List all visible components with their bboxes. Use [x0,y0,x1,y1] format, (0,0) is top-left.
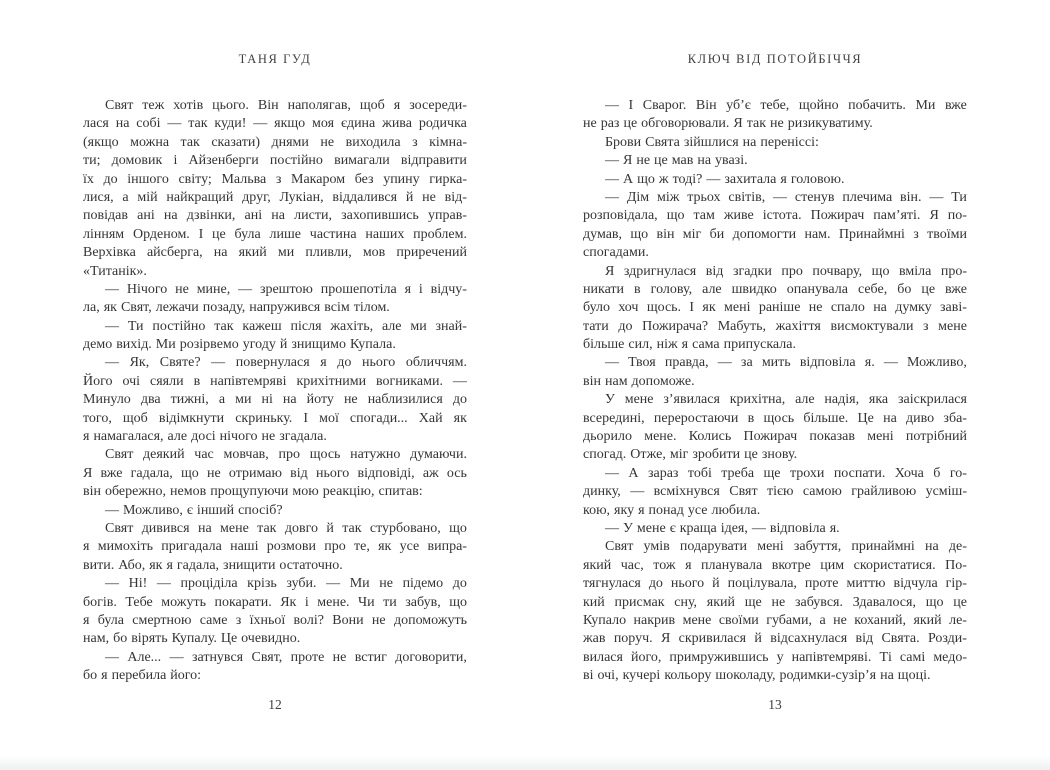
paragraph [583,134,967,152]
right-page-running-header: КЛЮЧ ВІД ПОТОЙБІЧЧЯ [687,52,863,66]
text-line: який час, тож я планувала вкотре цим скористатися. По- [583,557,967,573]
text-line: спогадами. [583,245,649,261]
text-line: — Дім між трьох світів, — стенув плечима він. — Ти [605,189,967,205]
text-line: кий присмак сну, який ще не забувся. Здавалося, що це [583,594,967,610]
text-line: У мене з’явилася крихітна, але надія, яка заіскрилася [605,392,967,408]
text-line: — Ти постійно так кажеш після жахіть, але ми знай- [105,318,467,334]
left-page-number: 12 [268,697,282,712]
text-line: Я здригнулася від згадки про почвару, що вміла про- [605,263,967,279]
text-line: Минуло два тижні, а ми ні на йоту не наблизилися до [83,392,467,408]
text-line: він обережно, немов прощупуючи мою реакцію, спитав: [83,484,423,500]
text-line: никати в голову, але швидко опанувала себе, бо це вже [583,281,967,297]
text-line: динку, — всміхнувся Свят тією самою грайливою усміш- [583,484,967,500]
paragraph [83,649,467,686]
right-page-body [583,97,967,686]
paragraph [583,391,967,465]
paragraph [83,575,467,649]
text-line: Я вже гадала, що не отримаю від нього відповіді, аж ось [83,465,467,481]
text-line: Свят дивився на мене так довго й так стурбовано, що [105,520,467,536]
paragraph [83,520,467,575]
text-line: богів. Тебе можуть покарати. Як і мене. Чи ти забув, що [83,594,467,610]
text-line: розповідала, що там живе істота. Пожирач пам’яті. Я по- [583,208,967,224]
paragraph [83,354,467,446]
paragraph [583,189,967,263]
left-page-running-header: ТАНЯ ГУД [238,52,312,66]
text-line: — Нічого не мине, — зрештою прошепотіла я і відчу- [105,281,467,297]
paragraph [583,465,967,520]
text-line: — Твоя правда, — за мить відповіла я. — Можливо, [605,355,967,371]
text-line: Свят умів подарувати мені забуття, принаймні на де- [605,539,967,555]
text-line: жав поруч. Я скривилася й відсахнулася від Свята. Розди- [583,631,967,647]
text-line: — А зараз тобі треба ще трохи поспати. Хоча б го- [605,465,967,481]
text-line: кою, яку я понад усе любила. [583,502,761,518]
left-page-body [83,97,467,686]
text-line: Свят теж хотів цього. Він наполягав, щоб я зосереди- [105,98,467,113]
text-line: «Титанік». [83,263,147,279]
paragraph [583,354,967,391]
paragraph [83,318,467,355]
text-line: Свят деякий час мовчав, про щось натужно думаючи. [105,447,467,463]
text-line: він нам допоможе. [583,373,695,389]
text-line: нам, бо вірять Купалу. Це очевидно. [83,631,301,647]
left-page [83,0,467,770]
text-line: спогад. Отже, міг зробити це знову. [583,447,798,463]
text-line: я намагалася, але досі нічого не згадала. [83,429,327,445]
text-line: лінням Орденом. І це була лише частина наших проблем. [83,226,467,242]
text-line: повідав ані на дзвінки, ані на листи, захопившись управ- [83,208,467,224]
text-line: демо вихід. Ми розірвемо угоду й знищимо Купала. [83,337,396,353]
right-page [583,0,967,770]
text-line: Верхівка айсберга, на який ми пливли, мов приречений [83,245,467,261]
text-line: Брови Свята зійшлися на переніссі: [605,134,819,150]
text-line: — У мене є краща ідея, — відповіла я. [605,520,840,536]
text-line: — Я не це мав на увазі. [605,153,748,169]
text-line: (якщо можна так сказати) днями не виходила з кімна- [83,134,467,150]
text-line: тягнулася до нього й поцілувала, проте миттю відчула гір- [583,576,967,592]
text-line: їх до іншого світу; Мальва з Макаром без упину гирка- [83,171,467,187]
text-line: я була смертною саме з їхньої волі? Вони не допоможуть [83,612,467,628]
text-line: Його очі сяяли в напівтемряві крихітними вогниками. — [83,373,467,389]
paragraph [583,171,967,189]
text-line: — І Сварог. Він уб’є тебе, щойно побачить. Ми вже [605,98,967,113]
text-line: того, щоб відімкнути скриньку. І мої спогади... Хай як [83,410,467,426]
paragraph [583,520,967,538]
paragraph [583,152,967,170]
text-line: всередині, переростаючи в щось більше. Це на диво зба- [583,410,967,426]
text-line: вилася його, примружившись у напівтемряві. Ті самі медо- [583,649,967,665]
paragraph [83,281,467,318]
paragraph [83,446,467,501]
text-line: — Як, Святе? — повернулася я до нього обличчям. [105,355,467,371]
paragraph [83,97,467,281]
text-line: бо я перебила його: [83,668,202,684]
text-line: було хоч щось. І як мені раніше не спало на думку заві- [583,300,967,316]
text-line: ла, як Свят, лежачи позаду, напружився всім тілом. [83,300,390,316]
text-line: ві очі, кучері кольору шоколаду, родимки-сузір’я на щоці. [583,668,931,684]
text-line: лася на собі — так куди! — якщо моя єдина жива родичка [83,116,467,132]
text-line: вити. Або, як я гадала, знищити остаточно. [83,557,343,573]
paragraph [83,502,467,520]
paragraph [583,263,967,355]
text-line: думав, що він міг би допомогти нам. Принаймні з твоїми [583,226,967,242]
text-line: Купало накрив мене своїми губами, а не коханий, який ле- [583,612,967,628]
text-line: — Але... — затнувся Свят, проте не встиг договорити, [105,649,467,665]
paragraph [583,97,967,134]
text-line: дьорило мене. Колись Пожирач показав мені потрібний [583,429,967,445]
text-line: тати до Пожирача? Мабуть, жахіття висмоктували з мене [583,318,967,334]
paragraph [583,538,967,685]
right-page-number: 13 [768,697,782,712]
text-line: лися, а мій найкращий друг, Лукіан, віддалився й не від- [83,189,467,205]
text-line: — Ні! — проціділа крізь зуби. — Ми не підемо до [105,576,467,592]
text-line: — А що ж тоді? — захитала я головою. [605,171,845,187]
text-line: я мимохіть пригадала наші розмови про те, як усе випра- [83,539,467,555]
text-line: — Можливо, є інший спосіб? [105,502,283,518]
text-line: не раз це обговорювали. Я так не ризикуватиму. [583,116,873,132]
text-line: більше сил, ніж я сама припускала. [583,337,796,353]
text-line: ти; домовик і Айзенберги постійно вимагали відправити [83,153,467,169]
